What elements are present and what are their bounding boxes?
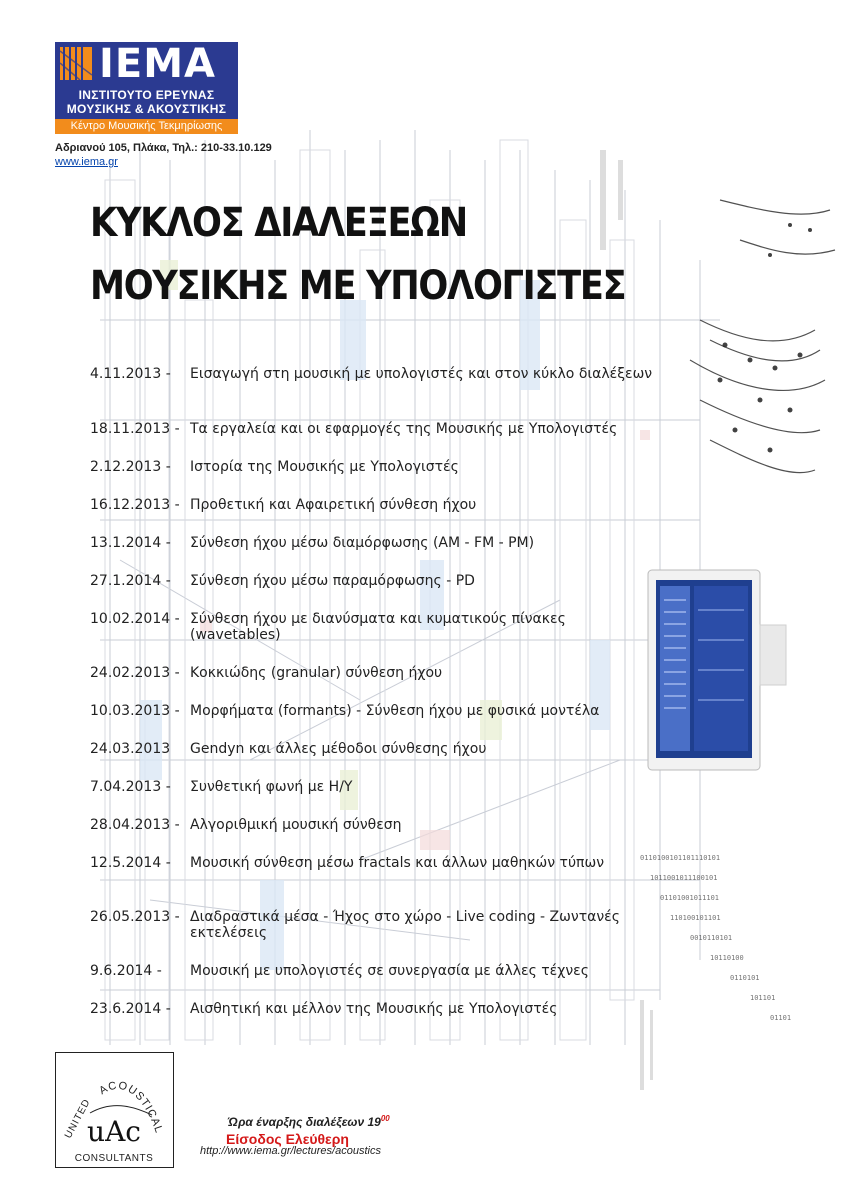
lecture-date: 27.1.2014 -	[90, 573, 171, 589]
lecture-date: 26.05.2013 -	[90, 909, 180, 925]
svg-text:101101: 101101	[750, 994, 776, 1002]
lecture-date: 24.03.2013	[90, 741, 171, 757]
uac-logo	[55, 1052, 174, 1168]
uac-bottom-text: CONSULTANTS	[74, 1153, 154, 1164]
logo-line-2: ΜΟΥΣΙΚΗΣ & ΑΚΟΥΣΤΙΚΗΣ	[66, 102, 227, 116]
iema-logo	[55, 42, 238, 134]
lecture-topic: Gendyn και άλλες μέθοδοι σύνθεσης ήχου	[190, 741, 487, 757]
lecture-date: 4.11.2013 -	[90, 366, 171, 382]
uac-mark: uAc	[87, 1115, 141, 1148]
lectures-url-link[interactable]: http://www.iema.gr/lectures/acoustics	[200, 1145, 381, 1157]
logo-mark-icon	[60, 47, 92, 80]
start-time-label: Ώρα έναρξης διαλέξεων 19	[228, 1115, 381, 1129]
lecture-topic: Εισαγωγή στη μουσική με υπολογιστές και στον κύκλο διαλέξεων	[190, 366, 653, 382]
svg-text:0110101: 0110101	[730, 974, 760, 982]
free-entry-text: Είσοδος Ελεύθερη	[226, 1131, 349, 1147]
lecture-topic: Σύνθεση ήχου μέσω διαμόρφωσης (AM - FM - PM)	[190, 535, 535, 551]
uac-left-text: UNITED	[62, 1097, 93, 1141]
lecture-date: 9.6.2014 -	[90, 963, 162, 979]
website-link[interactable]: www.iema.gr	[55, 156, 118, 168]
logo-name: IEMA	[99, 41, 216, 87]
lecture-topic: Ιστορία της Μουσικής με Υπολογιστές	[190, 459, 459, 475]
lecture-date: 10.03.2013 -	[90, 703, 180, 719]
lecture-topic: Διαδραστικά μέσα - Ήχος στο χώρο - Live coding - Ζωντανές εκτελέσεις	[190, 909, 620, 941]
logo-line-1: ΙΝΣΤΙΤΟΥΤΟ ΕΡΕΥΝΑΣ	[78, 88, 215, 102]
lecture-start-time	[228, 1114, 390, 1129]
lecture-topic: Συνθετική φωνή με Η/Υ	[190, 779, 353, 795]
lecture-topic: Μουσική με υπολογιστές σε συνεργασία με άλλες τέχνες	[190, 963, 589, 979]
page-title-line-2: ΜΟΥΣΙΚΗΣ ΜΕ ΥΠΟΛΟΓΙΣΤΕΣ	[90, 263, 626, 309]
lecture-topic: Αισθητική και μέλλον της Μουσικής με Υπολογιστές	[190, 1001, 558, 1017]
lecture-date: 24.02.2013 -	[90, 665, 180, 681]
lecture-topic: Μουσική σύνθεση μέσω fractals και άλλων μαθηκών τύπων	[190, 855, 605, 871]
lecture-date: 7.04.2013 -	[90, 779, 171, 795]
lecture-topic: Σύνθεση ήχου μέσω παραμόρφωσης - PD	[190, 573, 475, 589]
lecture-topic: Σύνθεση ήχου με διανύσματα και κυματικούς πίνακες (wavetables)	[190, 611, 566, 643]
svg-text:0110100101101110101: 0110100101101110101	[640, 854, 721, 862]
lecture-date: 28.04.2013 -	[90, 817, 180, 833]
svg-text:0010110101: 0010110101	[690, 934, 733, 942]
start-time-minutes: 00	[380, 1114, 390, 1123]
svg-text:01101: 01101	[770, 1014, 792, 1022]
page-title-line-1: ΚΥΚΛΟΣ ΔΙΑΛΕΞΕΩΝ	[90, 200, 467, 246]
lecture-date: 10.02.2014 -	[90, 611, 180, 627]
uac-top-text: ACOUSTICAL	[97, 1079, 165, 1136]
lecture-date: 2.12.2013 -	[90, 459, 171, 475]
address-text: Αδριανού 105, Πλάκα, Τηλ.: 210-33.10.129	[55, 142, 272, 154]
svg-text:110100101101: 110100101101	[670, 914, 721, 922]
lecture-date: 23.6.2014 -	[90, 1001, 171, 1017]
lecture-date: 12.5.2014 -	[90, 855, 171, 871]
lecture-topic: Κοκκιώδης (granular) σύνθεση ήχου	[190, 665, 443, 681]
lecture-date: 13.1.2014 -	[90, 535, 171, 551]
svg-text:1011001011100101: 1011001011100101	[650, 874, 718, 882]
lecture-topic: Τα εργαλεία και οι εφαρμογές της Μουσικής με Υπολογιστές	[190, 421, 618, 437]
svg-text:01101001011101: 01101001011101	[660, 894, 720, 902]
lecture-topic: Αλγοριθμική μουσική σύνθεση	[190, 817, 402, 833]
logo-subtitle: Κέντρο Μουσικής Τεκμηρίωσης	[55, 119, 238, 134]
lecture-topic: Προθετική και Αφαιρετική σύνθεση ήχου	[190, 497, 477, 513]
lecture-topic: Μορφήματα (formants) - Σύνθεση ήχου με φυσικά μοντέλα	[190, 703, 600, 719]
lecture-date: 16.12.2013 -	[90, 497, 180, 513]
lecture-date: 18.11.2013 -	[90, 421, 180, 437]
svg-text:10110100: 10110100	[710, 954, 744, 962]
